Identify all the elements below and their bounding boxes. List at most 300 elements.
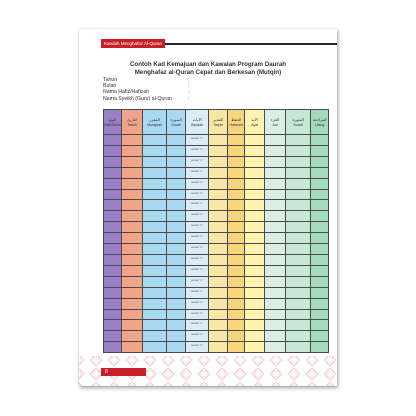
table-cell[interactable] (245, 145, 265, 156)
table-cell[interactable] (209, 135, 228, 146)
table-cell[interactable] (286, 342, 311, 353)
table-cell[interactable] (143, 233, 167, 244)
table-cell[interactable] (122, 342, 143, 353)
table-cell[interactable] (122, 178, 143, 189)
table-cell[interactable] (311, 342, 329, 353)
pattern-motif (291, 371, 297, 377)
table-row (104, 145, 329, 156)
table-cell[interactable] (311, 233, 329, 244)
table-cell[interactable] (265, 244, 286, 255)
table-cell[interactable] (167, 287, 186, 298)
table-cell[interactable] (143, 200, 167, 211)
table-cell[interactable] (209, 320, 228, 331)
table-cell[interactable] (122, 287, 143, 298)
table-cell[interactable] (167, 244, 186, 255)
column-header-label: Ulang (314, 122, 325, 127)
table-cell[interactable]: HH/BB/TTTT (186, 298, 209, 309)
table-cell[interactable] (245, 331, 265, 342)
table-cell[interactable] (245, 298, 265, 309)
table-cell[interactable] (228, 156, 245, 167)
table-cell[interactable]: HH/BB/TTTT (186, 167, 209, 178)
table-cell[interactable] (209, 222, 228, 233)
table-cell[interactable] (265, 189, 286, 200)
table-cell[interactable] (311, 156, 329, 167)
column-header-label: Surah (293, 122, 303, 127)
table-cell[interactable] (167, 276, 186, 287)
table-cell[interactable] (245, 265, 265, 276)
pattern-motif (79, 382, 84, 386)
table-cell[interactable] (265, 145, 286, 156)
table-cell[interactable] (245, 178, 265, 189)
table-cell[interactable] (311, 309, 329, 320)
pattern-motif (270, 356, 282, 366)
table-cell[interactable] (265, 167, 286, 178)
table-cell[interactable] (311, 167, 329, 178)
table-cell[interactable] (311, 200, 329, 211)
table-cell[interactable] (228, 145, 245, 156)
table-cell[interactable] (104, 276, 122, 287)
pattern-motif (216, 382, 228, 386)
table-cell[interactable] (209, 309, 228, 320)
table-cell[interactable] (122, 233, 143, 244)
info-field-label: Nama Hafiz/Hafizah (103, 89, 150, 96)
table-cell[interactable] (245, 167, 265, 178)
pattern-motif (219, 385, 225, 386)
column-header-label: Surah (171, 122, 181, 127)
table-cell[interactable]: HH/BB/TTTT (186, 200, 209, 211)
table-cell[interactable] (311, 244, 329, 255)
table-cell[interactable] (143, 342, 167, 353)
table-cell[interactable] (122, 265, 143, 276)
table-cell[interactable] (104, 287, 122, 298)
table-cell[interactable] (286, 178, 311, 189)
table-cell[interactable] (122, 309, 143, 320)
table-cell[interactable] (104, 233, 122, 244)
table-cell[interactable] (286, 156, 311, 167)
document-page (79, 29, 337, 386)
table-cell[interactable] (143, 156, 167, 167)
table-cell[interactable] (228, 135, 245, 146)
table-cell[interactable] (311, 265, 329, 276)
table-cell[interactable]: HH/BB/TTTT (186, 320, 209, 331)
table-cell[interactable] (265, 298, 286, 309)
column-header-arabic: المراجعة (312, 116, 327, 122)
table-cell[interactable] (209, 167, 228, 178)
table-cell[interactable] (143, 145, 167, 156)
table-cell[interactable] (265, 265, 286, 276)
table-cell[interactable] (311, 189, 329, 200)
column-header-arabic: السورة (170, 116, 182, 122)
table-cell[interactable] (143, 189, 167, 200)
table-cell[interactable] (122, 135, 143, 146)
table-cell[interactable] (209, 331, 228, 342)
table-cell[interactable] (228, 254, 245, 265)
table-cell[interactable] (143, 309, 167, 320)
table-cell[interactable] (245, 135, 265, 146)
table-cell[interactable] (122, 244, 143, 255)
table-row (104, 211, 329, 222)
table-cell[interactable] (311, 298, 329, 309)
pattern-motif (198, 382, 210, 386)
table-cell[interactable] (104, 254, 122, 265)
table-cell[interactable] (311, 222, 329, 233)
column-header-arabic: الحفظ (231, 116, 242, 122)
table-row (104, 320, 329, 331)
table-cell[interactable] (228, 331, 245, 342)
table-cell[interactable] (143, 320, 167, 331)
pattern-motif (324, 356, 336, 366)
pattern-motif (165, 385, 171, 386)
table-cell[interactable]: HH/BB/TTTT (186, 265, 209, 276)
table-cell[interactable] (167, 298, 186, 309)
table-cell[interactable] (122, 320, 143, 331)
table-cell[interactable] (265, 178, 286, 189)
table-cell[interactable] (245, 189, 265, 200)
table-cell[interactable] (104, 244, 122, 255)
table-cell[interactable] (167, 200, 186, 211)
pattern-motif (324, 382, 336, 386)
pattern-motif (108, 382, 120, 386)
table-cell[interactable] (228, 222, 245, 233)
table-cell[interactable] (228, 287, 245, 298)
table-cell[interactable] (143, 167, 167, 178)
table-cell[interactable] (143, 298, 167, 309)
table-cell[interactable] (265, 200, 286, 211)
pattern-motif (291, 385, 297, 386)
table-cell[interactable] (122, 331, 143, 342)
table-cell[interactable]: HH/BB/TTTT (186, 276, 209, 287)
document-title-line1: Contoh Kad Kemajuan dan Kawalan Program Daurah (129, 61, 287, 68)
table-cell[interactable] (245, 156, 265, 167)
table-cell[interactable] (209, 145, 228, 156)
pattern-motif (93, 385, 99, 386)
pattern-motif (180, 368, 192, 380)
table-row (104, 244, 329, 255)
pattern-motif (147, 385, 153, 386)
table-cell[interactable] (228, 211, 245, 222)
table-cell[interactable] (245, 211, 265, 222)
table-cell[interactable] (265, 331, 286, 342)
table-cell[interactable] (265, 233, 286, 244)
table-cell[interactable] (228, 309, 245, 320)
table-cell[interactable] (104, 178, 122, 189)
table-cell[interactable]: HH/BB/TTTT (186, 189, 209, 200)
column-header (143, 110, 167, 135)
table-cell[interactable]: HH/BB/TTTT (186, 309, 209, 320)
pattern-motif (255, 385, 261, 386)
table-cell[interactable] (143, 178, 167, 189)
table-cell[interactable] (286, 276, 311, 287)
table-cell[interactable]: HH/BB/TTTT (186, 233, 209, 244)
table-cell[interactable] (209, 200, 228, 211)
document-title-line2: Menghafaz al-Quran Cepat dan Berkesan (Mutqin) (134, 69, 282, 76)
table-cell[interactable] (265, 254, 286, 265)
table-cell[interactable] (167, 135, 186, 146)
table-cell[interactable] (286, 244, 311, 255)
table-cell[interactable] (245, 309, 265, 320)
table-cell[interactable] (228, 167, 245, 178)
table-cell[interactable] (122, 189, 143, 200)
table-cell[interactable] (104, 200, 122, 211)
pattern-motif (306, 382, 318, 386)
pattern-motif (201, 371, 207, 377)
column-header (104, 110, 122, 135)
info-fields (103, 77, 193, 102)
table-cell[interactable] (104, 222, 122, 233)
table-cell[interactable] (286, 298, 311, 309)
table-cell[interactable] (245, 233, 265, 244)
table-row (104, 189, 329, 200)
table-cell[interactable] (167, 167, 186, 178)
table-cell[interactable] (209, 276, 228, 287)
table-cell[interactable] (122, 145, 143, 156)
table-cell[interactable] (245, 320, 265, 331)
table-cell[interactable] (143, 222, 167, 233)
pattern-motif (79, 385, 81, 386)
table-cell[interactable] (245, 276, 265, 287)
table-cell[interactable]: HH/BB/TTTT (186, 135, 209, 146)
table-cell[interactable] (209, 287, 228, 298)
table-cell[interactable] (286, 211, 311, 222)
table-row (104, 135, 329, 146)
pattern-motif (237, 371, 243, 377)
pattern-motif (79, 356, 84, 366)
table-cell[interactable] (122, 211, 143, 222)
table-cell[interactable] (286, 265, 311, 276)
table-cell[interactable] (311, 276, 329, 287)
table-cell[interactable] (167, 309, 186, 320)
table-cell[interactable] (286, 222, 311, 233)
table-cell[interactable] (245, 254, 265, 265)
info-field-label: Bulan (103, 83, 117, 90)
table-cell[interactable] (228, 233, 245, 244)
table-cell[interactable] (228, 320, 245, 331)
table-cell[interactable] (228, 276, 245, 287)
table-cell[interactable] (286, 135, 311, 146)
table-cell[interactable] (104, 211, 122, 222)
table-cell[interactable] (245, 287, 265, 298)
pattern-motif (162, 382, 174, 386)
table-cell[interactable] (286, 331, 311, 342)
table-cell[interactable]: HH/BB/TTTT (186, 342, 209, 353)
table-cell[interactable] (265, 222, 286, 233)
table-cell[interactable] (104, 265, 122, 276)
pattern-motif (111, 385, 117, 386)
pattern-motif (147, 357, 153, 363)
table-cell[interactable] (286, 145, 311, 156)
table-cell[interactable] (286, 309, 311, 320)
pattern-motif (327, 357, 333, 363)
table-cell[interactable] (209, 244, 228, 255)
table-cell[interactable] (167, 265, 186, 276)
table-cell[interactable] (104, 135, 122, 146)
pattern-motif (252, 356, 264, 366)
table-cell[interactable] (209, 189, 228, 200)
table-cell[interactable] (311, 287, 329, 298)
table-cell[interactable] (104, 145, 122, 156)
table-cell[interactable] (265, 276, 286, 287)
column-header-arabic: السورة (292, 116, 304, 122)
table-cell[interactable] (122, 200, 143, 211)
table-cell[interactable] (228, 265, 245, 276)
table-cell[interactable] (104, 298, 122, 309)
table-cell[interactable] (167, 254, 186, 265)
page-number: 8 (105, 369, 108, 375)
table-cell[interactable] (209, 156, 228, 167)
table-cell[interactable] (209, 211, 228, 222)
pattern-motif (90, 356, 102, 366)
table-cell[interactable] (122, 276, 143, 287)
info-field-value[interactable]: : (188, 95, 190, 102)
table-cell[interactable] (209, 233, 228, 244)
table-cell[interactable] (209, 298, 228, 309)
table-cell[interactable]: HH/BB/TTTT (186, 244, 209, 255)
table-cell[interactable] (122, 254, 143, 265)
table-cell[interactable] (245, 200, 265, 211)
table-cell[interactable] (265, 320, 286, 331)
table-cell[interactable]: HH/BB/TTTT (186, 287, 209, 298)
table-cell[interactable] (311, 178, 329, 189)
table-cell[interactable] (104, 156, 122, 167)
table-cell[interactable] (228, 189, 245, 200)
pattern-motif (129, 357, 135, 363)
table-cell[interactable] (286, 189, 311, 200)
table-row (104, 178, 329, 189)
table-cell[interactable] (311, 211, 329, 222)
table-cell[interactable] (265, 287, 286, 298)
table-cell[interactable] (286, 167, 311, 178)
table-cell[interactable] (143, 265, 167, 276)
table-cell[interactable] (286, 320, 311, 331)
info-field-value[interactable]: : (188, 83, 190, 90)
table-cell[interactable] (245, 244, 265, 255)
pattern-motif (93, 357, 99, 363)
table-cell[interactable] (311, 145, 329, 156)
table-cell[interactable]: HH/BB/TTTT (186, 254, 209, 265)
pattern-motif (255, 371, 261, 377)
table-cell[interactable] (143, 331, 167, 342)
table-cell[interactable] (228, 244, 245, 255)
table-row (104, 265, 329, 276)
table-cell[interactable] (265, 156, 286, 167)
table-cell[interactable]: HH/BB/TTTT (186, 222, 209, 233)
table-row (104, 167, 329, 178)
column-header-arabic: الآية (251, 116, 258, 122)
info-field-value[interactable]: : (188, 77, 190, 83)
column-header-arabic: الجزء (270, 116, 280, 122)
pattern-motif (129, 385, 135, 386)
table-cell[interactable] (228, 342, 245, 353)
pattern-motif (219, 371, 225, 377)
column-header (186, 110, 209, 135)
info-field-value[interactable]: : (188, 89, 190, 96)
table-cell[interactable] (122, 222, 143, 233)
table-cell[interactable] (122, 156, 143, 167)
column-header (209, 110, 228, 135)
table-cell[interactable] (286, 200, 311, 211)
table-cell[interactable]: HH/BB/TTTT (186, 156, 209, 167)
progress-table (103, 109, 329, 353)
table-cell[interactable] (104, 189, 122, 200)
table-cell[interactable] (311, 135, 329, 146)
table-row (104, 254, 329, 265)
table-cell[interactable] (122, 167, 143, 178)
table-cell[interactable] (209, 178, 228, 189)
table-cell[interactable] (167, 189, 186, 200)
table-cell[interactable] (209, 254, 228, 265)
table-cell[interactable] (104, 309, 122, 320)
table-cell[interactable] (286, 233, 311, 244)
table-cell[interactable] (167, 156, 186, 167)
table-cell[interactable] (167, 342, 186, 353)
table-cell[interactable] (167, 233, 186, 244)
table-cell[interactable]: HH/BB/TTTT (186, 211, 209, 222)
table-cell[interactable] (245, 222, 265, 233)
pattern-motif (237, 357, 243, 363)
table-row (104, 200, 329, 211)
table-cell[interactable] (209, 342, 228, 353)
table-cell[interactable] (265, 309, 286, 320)
column-header (228, 110, 245, 135)
table-cell[interactable]: HH/BB/TTTT (186, 178, 209, 189)
pattern-motif (216, 368, 228, 380)
table-cell[interactable] (167, 178, 186, 189)
pattern-motif (306, 356, 318, 366)
table-cell[interactable]: HH/BB/TTTT (186, 331, 209, 342)
table-cell[interactable] (143, 254, 167, 265)
table-cell[interactable] (311, 320, 329, 331)
table-cell[interactable] (143, 135, 167, 146)
table-cell[interactable] (228, 298, 245, 309)
table-cell[interactable] (143, 287, 167, 298)
table-cell[interactable] (143, 244, 167, 255)
column-header (286, 110, 311, 135)
table-cell[interactable] (167, 222, 186, 233)
table-cell[interactable] (265, 211, 286, 222)
pattern-motif (306, 368, 318, 380)
table-cell[interactable] (167, 145, 186, 156)
table-cell[interactable] (104, 167, 122, 178)
table-cell[interactable] (209, 265, 228, 276)
table-cell[interactable] (167, 320, 186, 331)
table-row (104, 342, 329, 353)
table-cell[interactable] (311, 254, 329, 265)
table-row (104, 222, 329, 233)
pattern-motif (180, 382, 192, 386)
pattern-motif (183, 385, 189, 386)
table-cell[interactable] (286, 287, 311, 298)
table-cell[interactable] (122, 298, 143, 309)
table-cell[interactable] (265, 135, 286, 146)
table-cell[interactable] (104, 331, 122, 342)
table-cell[interactable] (228, 178, 245, 189)
table-cell[interactable] (104, 342, 122, 353)
column-header-label: Tarikh (127, 122, 137, 127)
table-cell[interactable] (286, 254, 311, 265)
table-cell[interactable] (143, 211, 167, 222)
table-cell[interactable]: HH/BB/TTTT (186, 145, 209, 156)
table-cell[interactable] (104, 320, 122, 331)
table-cell[interactable] (167, 331, 186, 342)
table-cell[interactable] (311, 331, 329, 342)
table-cell[interactable] (167, 211, 186, 222)
table-cell[interactable] (245, 342, 265, 353)
table-cell[interactable] (228, 200, 245, 211)
table-cell[interactable] (143, 276, 167, 287)
table-cell[interactable] (265, 342, 286, 353)
column-header-arabic: المقرر (149, 116, 160, 122)
table-row (104, 287, 329, 298)
